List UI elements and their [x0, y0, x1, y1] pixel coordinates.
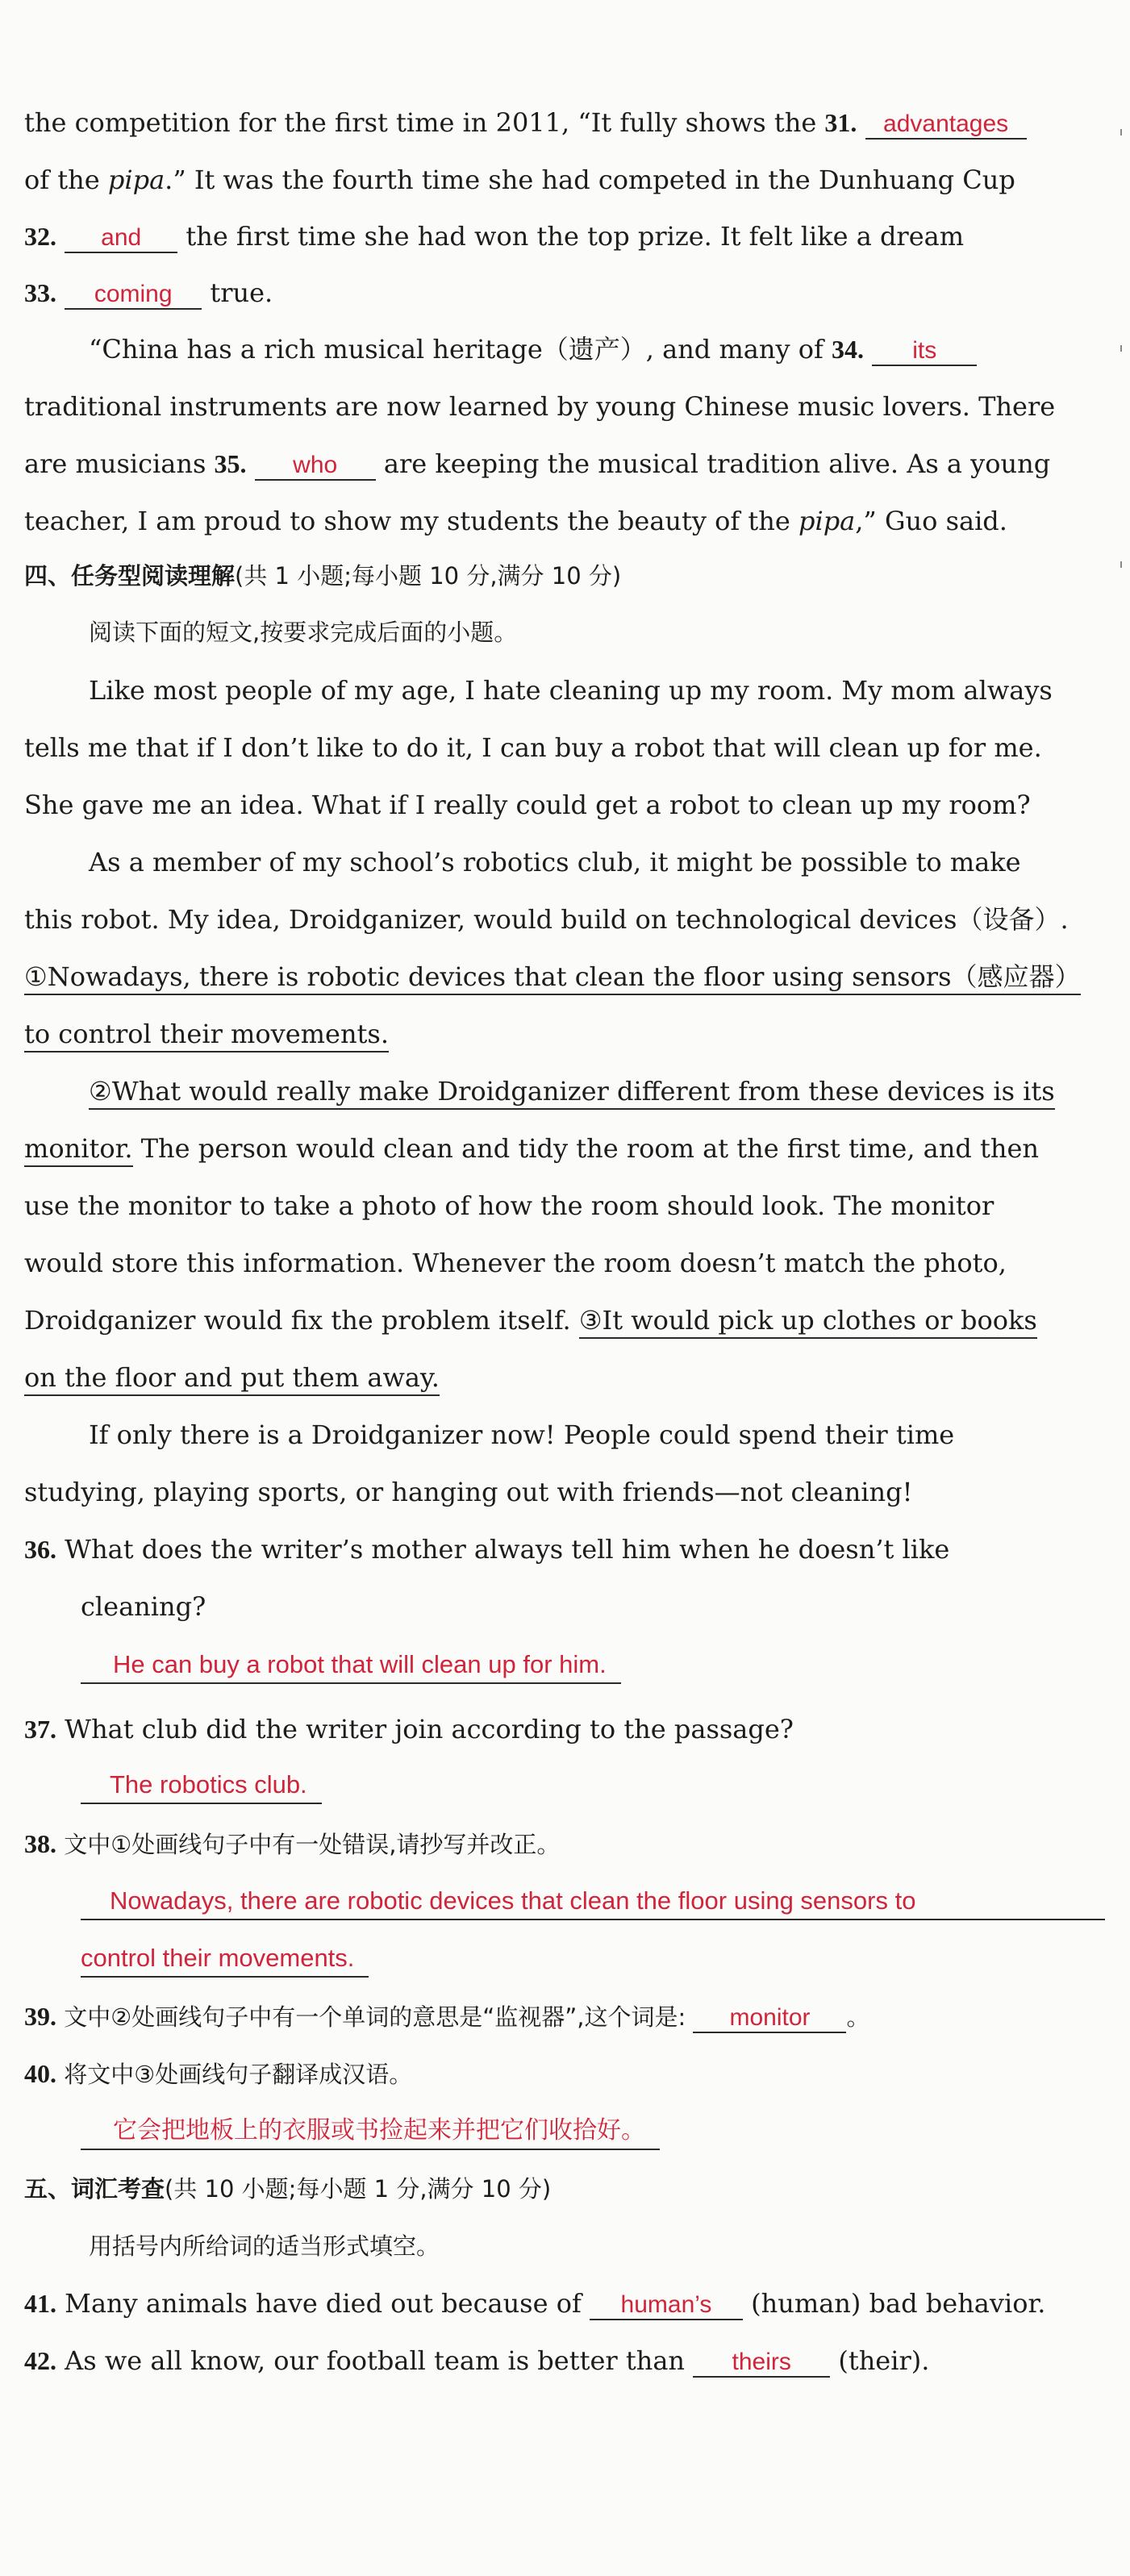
italic-word: pipa: [107, 165, 165, 195]
question-number: 42.: [24, 2346, 56, 2375]
question-39: [24, 2000, 1105, 2033]
cloze-line-6: traditional instruments are now learned by young Chinese music lovers. There: [24, 391, 1056, 422]
blank-number: 31.: [824, 108, 857, 137]
question-number: 36.: [24, 1535, 56, 1564]
answer-38-underline: [81, 1919, 1105, 1920]
question-number: 37.: [24, 1715, 56, 1744]
answer-blank-31: advantages: [865, 110, 1027, 140]
section-4-instruction: 阅读下面的短文,按要求完成后面的小题。: [89, 619, 518, 646]
passage-line: this robot. My idea, Droidganizer, would build on technological devices（设备）.: [24, 904, 1069, 935]
question-36-cont: cleaning?: [81, 1591, 206, 1622]
answer-blank-32: and: [65, 224, 177, 253]
blank-number: 35.: [214, 449, 247, 478]
text: “China has a rich musical heritage（遗产）, and many of: [89, 334, 832, 365]
question-text: (their).: [838, 2345, 930, 2376]
question-text: Many animals have died out because of: [65, 2288, 582, 2319]
answer-38-line-2: control their movements.: [81, 1942, 369, 1978]
answer-40: 它会把地板上的衣服或书捡起来并把它们收拾好。: [81, 2115, 660, 2150]
section-title: 五、词汇考查: [24, 2175, 165, 2203]
section-4-heading: [24, 560, 1105, 592]
blank-number: 32.: [24, 222, 56, 251]
cloze-line-2: [24, 164, 1105, 196]
question-text: 文中①处画线句子中有一处错误,请抄写并改正。: [64, 1831, 561, 1858]
question-text: What club did the writer join according to the passage?: [65, 1714, 794, 1744]
answer-blank-33: coming: [65, 281, 202, 310]
question-42: [24, 2345, 1105, 2378]
passage-line: [24, 1361, 1105, 1394]
question-number: 38.: [24, 1829, 56, 1858]
cloze-line-4: [24, 277, 1105, 310]
section-note: (共 1 小题;每小题 10 分,满分 10 分): [235, 562, 622, 590]
passage-line: tells me that if I don’t like to do it, I can buy a robot that will clean up for me.: [24, 732, 1042, 763]
blank-number: 33.: [24, 278, 56, 307]
question-37: [24, 1713, 1105, 1745]
passage-line: [24, 1132, 1105, 1165]
question-40: [24, 2057, 1105, 2090]
passage-line: [24, 1304, 1105, 1336]
passage-line: Like most people of my age, I hate cleaning up my room. My mom always: [89, 675, 1053, 706]
passage-line: She gave me an idea. What if I really could get a robot to clean up my room?: [24, 790, 1031, 820]
passage-line: would store this information. Whenever the room doesn’t match the photo,: [24, 1248, 1007, 1278]
question-38: [24, 1828, 1105, 1861]
text: are musicians: [24, 448, 215, 479]
blank-number: 34.: [832, 335, 865, 364]
italic-word: pipa: [798, 506, 856, 536]
question-text: As we all know, our football team is better than: [65, 2345, 685, 2376]
text: 。: [846, 2003, 870, 2031]
passage-line: [89, 1075, 1105, 1107]
answer-39: monitor: [693, 2004, 846, 2033]
answer-blank-34: its: [872, 337, 977, 366]
underlined-sentence-2-cont: monitor.: [24, 1133, 133, 1167]
question-text: What does the writer’s mother always tell him when he doesn’t like: [65, 1534, 950, 1565]
question-number: 39.: [24, 2002, 56, 2031]
section-5-instruction: 用括号内所给词的适当形式填空。: [89, 2232, 440, 2260]
text: Droidganizer would fix the problem itself.: [24, 1305, 579, 1336]
text: the first time she had won the top prize. It felt like a dream: [186, 221, 965, 252]
question-41: [24, 2287, 1105, 2320]
question-text: 文中②处画线句子中有一个单词的意思是“监视器”,这个词是:: [64, 2003, 686, 2031]
question-text: 将文中③处画线句子翻译成汉语。: [64, 2061, 413, 2088]
question-36: [24, 1533, 1105, 1565]
cloze-line-7: [24, 448, 1105, 481]
passage-line: As a member of my school’s robotics club, it might be possible to make: [89, 847, 1021, 877]
passage-line: [24, 1018, 1105, 1050]
passage-line: use the monitor to take a photo of how the room should look. The monitor: [24, 1190, 994, 1221]
question-text: (human) bad behavior.: [751, 2288, 1046, 2319]
question-number: 40.: [24, 2059, 56, 2088]
passage-line: studying, playing sports, or hanging out with friends—not cleaning!: [24, 1477, 913, 1507]
text: teacher, I am proud to show my students the beauty of the: [24, 506, 799, 536]
answer-36: He can buy a robot that will clean up for him.: [81, 1649, 621, 1684]
section-title: 四、任务型阅读理解: [24, 562, 236, 590]
section-note: (共 10 小题;每小题 1 分,满分 10 分): [165, 2175, 552, 2203]
cloze-line-3: [24, 220, 1105, 253]
underlined-sentence-2: ②What would really make Droidganizer different from these devices is its: [89, 1076, 1055, 1110]
answer-37: The robotics club.: [81, 1769, 322, 1804]
section-5-heading: [24, 2173, 1105, 2205]
cloze-line-8: [24, 505, 1105, 537]
answer-38-line-1: Nowadays, there are robotic devices that clean the floor using sensors to: [110, 1886, 916, 1915]
text: of the: [24, 165, 108, 195]
answer-42: theirs: [693, 2349, 830, 2378]
passage-line: [24, 961, 1105, 993]
answer-blank-35: who: [255, 452, 376, 481]
cloze-line-5: [89, 333, 1105, 366]
question-number: 41.: [24, 2289, 56, 2318]
underlined-sentence-1: ①Nowadays, there is robotic devices that clean the floor using sensors（感应器）: [24, 961, 1081, 995]
text: true.: [210, 277, 273, 308]
passage-line: If only there is a Droidganizer now! People could spend their time: [89, 1419, 955, 1450]
text: the competition for the first time in 2011, “It fully shows the: [24, 107, 825, 138]
text: are keeping the musical tradition alive. As a young: [383, 448, 1051, 479]
underlined-sentence-3-cont: on the floor and put them away.: [24, 1362, 440, 1396]
underlined-sentence-3: ③It would pick up clothes or books: [579, 1305, 1037, 1339]
binding-edge-marks: [1119, 113, 1127, 777]
underlined-sentence-1-cont: to control their movements.: [24, 1019, 389, 1052]
answer-41: human’s: [590, 2291, 743, 2320]
cloze-line-1: [24, 106, 1105, 140]
text: .” It was the fourth time she had competed in the Dunhuang Cup: [165, 165, 1015, 195]
text: ,” Guo said.: [855, 506, 1007, 536]
text: The person would clean and tidy the room at the first time, and then: [132, 1133, 1040, 1164]
